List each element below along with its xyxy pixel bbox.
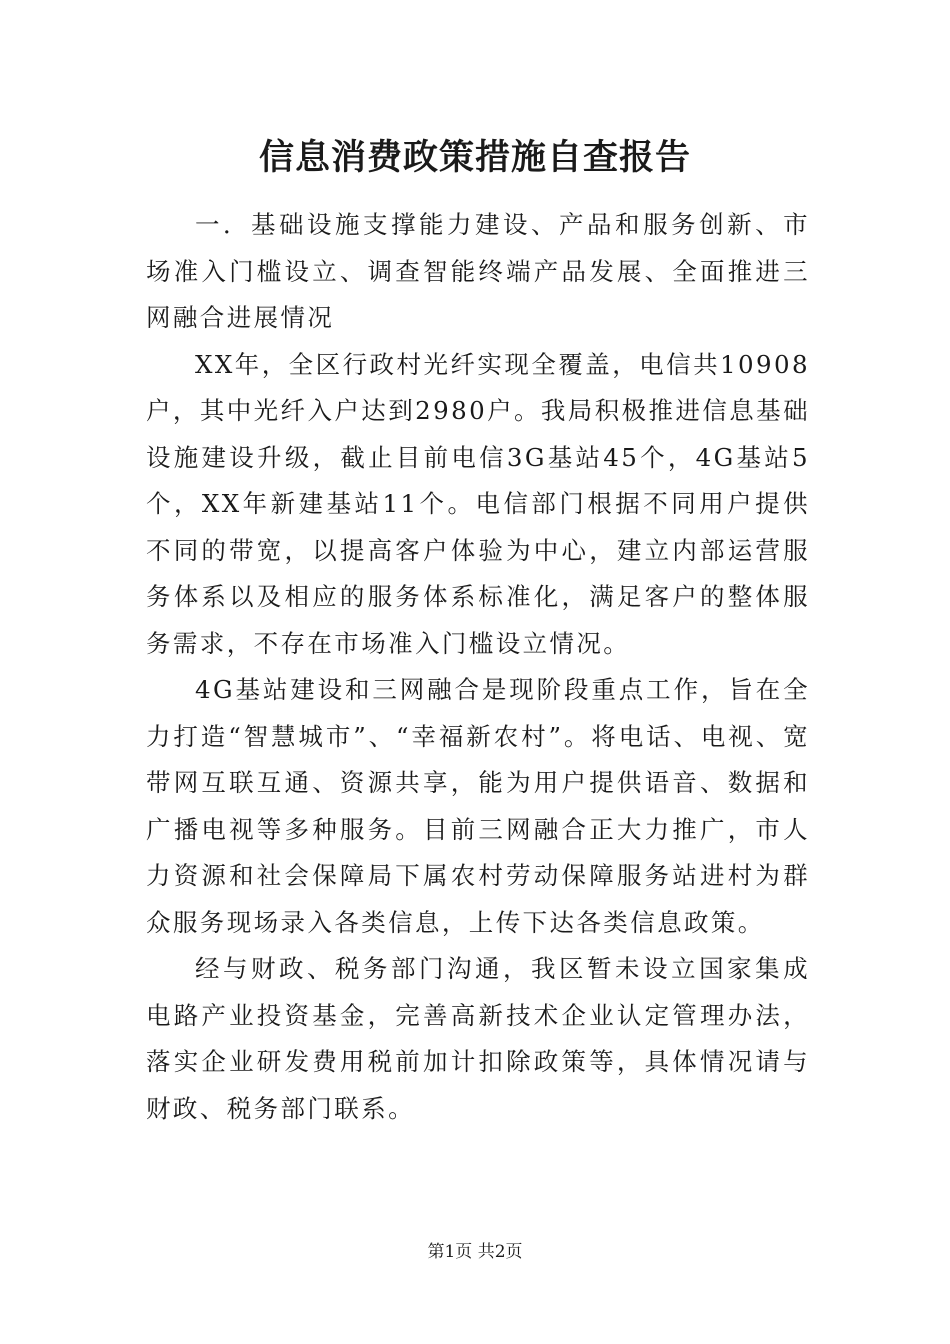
paragraph-finance-tax: 经与财政、税务部门沟通，我区暂未设立国家集成电路产业投资基金，完善高新技术企业认定管理办法，落实企业研发费用税前加计扣除政策等，具体情况请与财政、税务部门联系。 bbox=[146, 954, 810, 1123]
paragraph-section-heading: 一．基础设施支撑能力建设、产品和服务创新、市场准入门槛设立、调查智能终端产品发展、全面推进三网融合进展情况 bbox=[146, 210, 810, 332]
paragraph-4g-convergence: 4G基站建设和三网融合是现阶段重点工作，旨在全力打造“智慧城市”、“幸福新农村”。将电话、电视、宽带网互联互通、资源共享，能为用户提供语音、数据和广播电视等多种服务。目前三网融合正大力推广，市人力资源和社会保障局下属农村劳动保障服务站进村为群众服务现场录入各类信息，上传下达各类信息政策。 bbox=[146, 675, 810, 937]
page-number-footer: 第1页 共2页 bbox=[427, 1242, 523, 1262]
document-body bbox=[146, 202, 810, 1132]
paragraph-infrastructure: XX年，全区行政村光纤实现全覆盖，电信共10908户，其中光纤入户达到2980户。我局积极推进信息基础设施建设升级，截止目前电信3G基站45个，4G基站5个，XX年新建基站11个。电信部门根据不同用户提供不同的带宽，以提高客户体验为中心，建立内部运营服务体系以及相应的服务体系标准化，满足客户的整体服务需求，不存在市场准入门槛设立情况。 bbox=[146, 349, 810, 658]
document-title: 信息消费政策措施自查报告 bbox=[258, 137, 691, 178]
